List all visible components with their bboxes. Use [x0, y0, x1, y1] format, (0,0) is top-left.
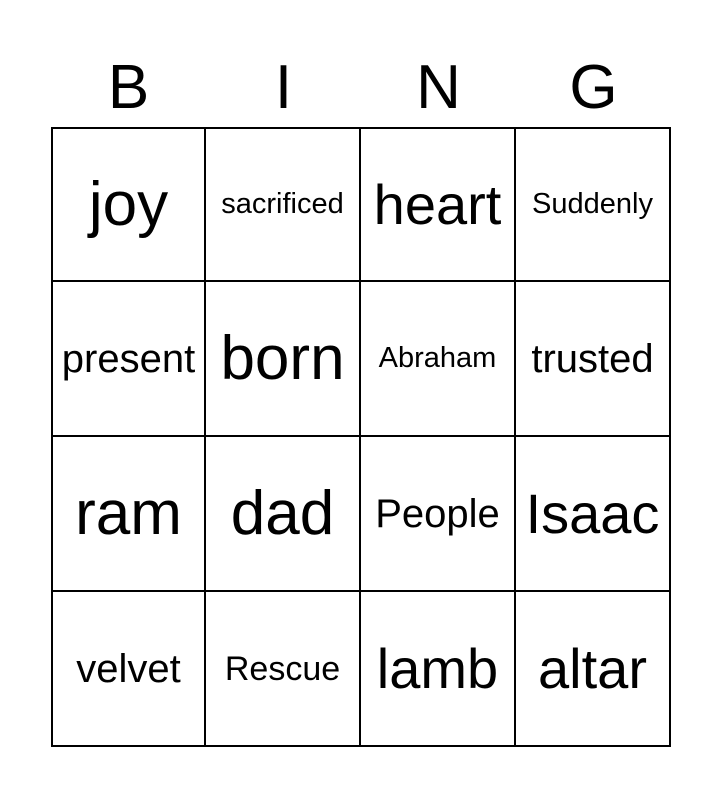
bingo-cell[interactable]: Isaac [516, 437, 671, 592]
header-letter-g: G [569, 53, 618, 122]
bingo-board [51, 127, 671, 747]
header-letter-n: N [416, 53, 461, 122]
bingo-cell[interactable]: altar [516, 592, 671, 747]
header-letter-b: B [107, 53, 150, 122]
bingo-cell[interactable]: sacrificed [206, 127, 361, 282]
bingo-cell[interactable]: Suddenly [516, 127, 671, 282]
bingo-cell[interactable]: born [206, 282, 361, 437]
bingo-header [51, 52, 671, 124]
bingo-cell[interactable]: heart [361, 127, 516, 282]
bingo-cell[interactable]: Abraham [361, 282, 516, 437]
bingo-cell[interactable]: lamb [361, 592, 516, 747]
header-letter-i: I [274, 53, 293, 122]
bingo-cell[interactable]: joy [51, 127, 206, 282]
bingo-cell[interactable]: People [361, 437, 516, 592]
bingo-cell[interactable]: ram [51, 437, 206, 592]
bingo-cell[interactable]: velvet [51, 592, 206, 747]
bingo-cell[interactable]: present [51, 282, 206, 437]
bingo-cell[interactable]: dad [206, 437, 361, 592]
bingo-cell[interactable]: Rescue [206, 592, 361, 747]
bingo-cell[interactable]: trusted [516, 282, 671, 437]
